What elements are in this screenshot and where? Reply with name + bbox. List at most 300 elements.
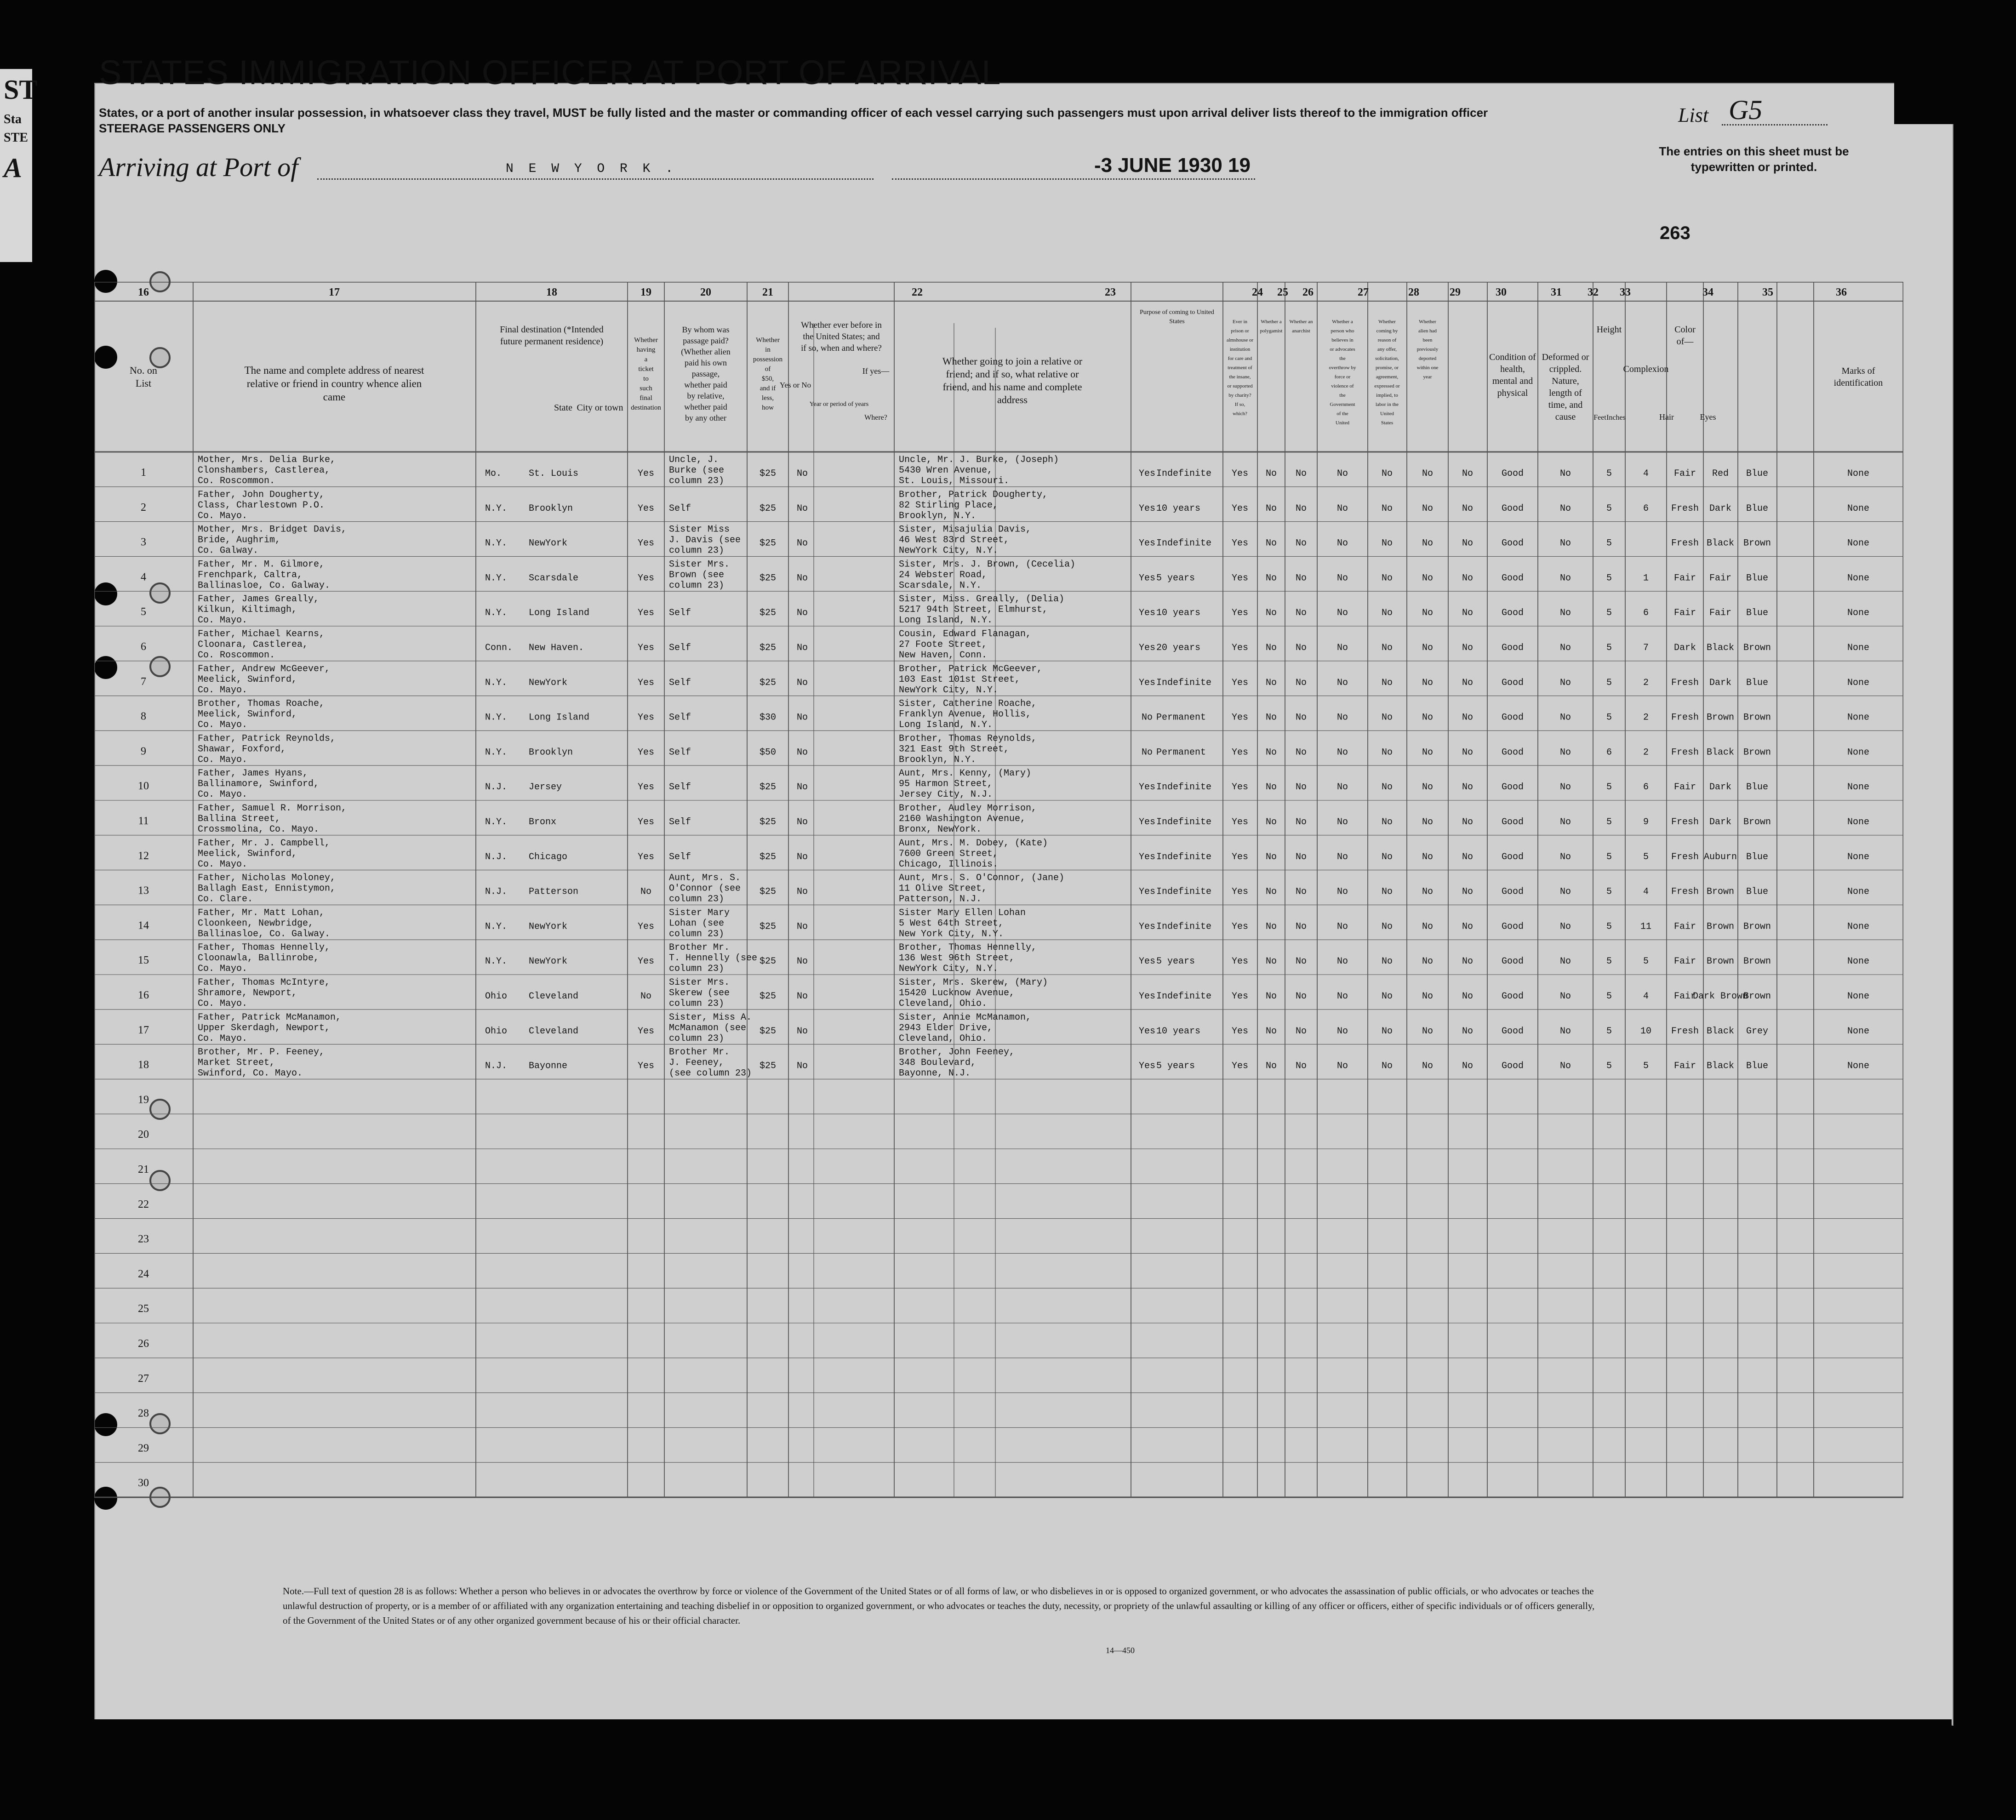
- adjacent-page-text: Sta: [4, 112, 22, 126]
- column-header: treatment of: [1228, 365, 1252, 371]
- intend-citizen: Yes: [1231, 1026, 1249, 1037]
- passage-paid-by: J. Feeney,: [669, 1057, 725, 1068]
- passage-paid-by: J. Davis (see: [669, 535, 741, 546]
- before-in-us: No: [796, 468, 808, 479]
- intend-citizen: Yes: [1231, 817, 1249, 827]
- length-of-stay: Permanent: [1156, 747, 1206, 758]
- col29-value: No: [1422, 712, 1433, 723]
- col27-value: No: [1336, 956, 1348, 967]
- health-value: Good: [1501, 573, 1524, 584]
- row-number: 8: [141, 710, 146, 723]
- column-subheader: If yes—: [862, 366, 890, 376]
- hair-color: Brown: [1706, 921, 1735, 932]
- col27-value: No: [1336, 608, 1348, 619]
- health-value: Good: [1501, 921, 1524, 932]
- eye-color: Blue: [1746, 468, 1769, 479]
- relative-address: Mother, Mrs. Delia Burke,: [198, 455, 336, 465]
- destination-city: NewYork: [529, 921, 568, 932]
- ticket-value: Yes: [637, 503, 655, 514]
- joining-relative: 5 West 64th Street,: [899, 918, 1004, 929]
- money-value: $50: [759, 747, 777, 758]
- column-header: Purpose of coming to United: [1140, 309, 1214, 316]
- eye-color: Grey: [1746, 1026, 1769, 1037]
- column-header: came: [323, 391, 346, 403]
- column-header: such: [640, 385, 652, 392]
- column-header: the: [1339, 356, 1346, 361]
- length-of-stay: 5 years: [1156, 956, 1195, 967]
- height-inches: 2: [1643, 747, 1649, 758]
- column-header: institution: [1229, 347, 1251, 352]
- intend-return: Yes: [1138, 991, 1156, 1002]
- column-header: friend, and his name and complete: [942, 381, 1082, 393]
- column-header: Complexion: [1623, 364, 1669, 374]
- destination-city: Patterson: [529, 886, 579, 897]
- height-feet: 5: [1606, 712, 1612, 723]
- header-instructions: [99, 105, 1593, 136]
- money-value: $25: [759, 991, 777, 1002]
- column-header: United: [1380, 411, 1394, 416]
- passage-paid-by: McManamon (see: [669, 1022, 747, 1033]
- relative-address: Father, James Hyans,: [198, 768, 308, 779]
- health-value: Good: [1501, 677, 1524, 688]
- col26-value: No: [1295, 503, 1307, 514]
- destination-city: Cleveland: [529, 1026, 579, 1037]
- relative-address: Cloonara, Castlerea,: [198, 639, 308, 650]
- deformed-value: No: [1559, 956, 1571, 967]
- col27-value: No: [1336, 1061, 1348, 1072]
- hair-color: Red: [1712, 468, 1729, 479]
- joining-relative: Brother, John Feeney,: [899, 1047, 1015, 1058]
- column-header: time, and: [1548, 400, 1583, 410]
- eye-color: Blue: [1746, 782, 1769, 793]
- joining-relative: 5217 94th Street, Elmhurst,: [899, 605, 1048, 616]
- passage-paid-by: Brother Mr.: [669, 1047, 730, 1058]
- joining-relative: Cleveland, Ohio.: [899, 1033, 988, 1044]
- column-header: By whom was: [682, 325, 730, 334]
- joining-relative: NewYork City, N.Y.: [899, 685, 999, 696]
- joining-relative: Sister, Catherine Roache,: [899, 698, 1037, 709]
- column-header: Whether a: [1332, 319, 1353, 325]
- passage-paid-by: Self: [669, 677, 691, 688]
- col29-value: No: [1422, 747, 1433, 758]
- col25-value: No: [1265, 677, 1277, 688]
- hair-color: Dark: [1709, 503, 1732, 514]
- health-value: Good: [1501, 886, 1524, 897]
- relative-address: Frenchpark, Caltra,: [198, 570, 303, 581]
- column-header: any offer,: [1377, 347, 1397, 352]
- ticket-value: Yes: [637, 1061, 655, 1072]
- money-value: $25: [759, 921, 777, 932]
- deformed-value: No: [1559, 782, 1571, 793]
- health-value: Good: [1501, 538, 1524, 549]
- money-value: $25: [759, 608, 777, 619]
- joining-relative: Bronx, NewYork.: [899, 824, 982, 835]
- column-header: possession: [753, 356, 783, 363]
- passage-paid-by: Brother Mr.: [669, 942, 730, 953]
- identification-marks: None: [1847, 1026, 1870, 1037]
- relative-address: Ballinamore, Swinford,: [198, 779, 320, 790]
- column-header: friend; and if so, what relative or: [946, 368, 1079, 380]
- col30-value: No: [1462, 468, 1473, 479]
- passage-paid-by: Self: [669, 747, 691, 758]
- height-inches: 5: [1643, 851, 1649, 862]
- passage-paid-by: Self: [669, 503, 691, 514]
- column-header: in: [765, 346, 771, 354]
- length-of-stay: Indefinite: [1156, 468, 1212, 479]
- ticket-value: Yes: [637, 921, 655, 932]
- joining-relative: Sister, Mrs. J. Brown, (Cecelia): [899, 559, 1076, 570]
- col26-value: No: [1295, 677, 1307, 688]
- intend-citizen: Yes: [1231, 956, 1249, 967]
- joining-relative: Brother, Thomas Reynolds,: [899, 733, 1037, 744]
- destination-city: NewYork: [529, 538, 568, 549]
- ticket-value: Yes: [637, 851, 655, 862]
- row-number: 15: [138, 954, 149, 967]
- relative-address: Class, Charlestown P.O.: [198, 500, 325, 511]
- relative-address: Co. Mayo.: [198, 754, 248, 765]
- health-value: Good: [1501, 782, 1524, 793]
- height-feet: 5: [1606, 1026, 1612, 1037]
- column-header: Ever in: [1232, 319, 1248, 325]
- relative-address: Meelick, Swinford,: [198, 709, 297, 720]
- before-in-us: No: [796, 643, 808, 653]
- joining-relative: 103 East 101st Street,: [899, 674, 1021, 685]
- col28-value: No: [1381, 1026, 1393, 1037]
- col30-value: No: [1462, 573, 1473, 584]
- column-header: by any other: [685, 413, 726, 422]
- length-of-stay: 10 years: [1156, 608, 1201, 619]
- date-underline: [892, 178, 1255, 180]
- col30-value: No: [1462, 677, 1473, 688]
- health-value: Good: [1501, 643, 1524, 653]
- length-of-stay: 5 years: [1156, 1061, 1195, 1072]
- row-number: 27: [138, 1372, 149, 1385]
- destination-state: Mo.: [485, 468, 502, 479]
- eye-color: Blue: [1746, 677, 1769, 688]
- money-value: $25: [759, 643, 777, 653]
- col26-value: No: [1295, 886, 1307, 897]
- eye-color: Blue: [1746, 573, 1769, 584]
- identification-marks: None: [1847, 712, 1870, 723]
- intend-citizen: Yes: [1231, 677, 1249, 688]
- height-inches: 6: [1643, 503, 1649, 514]
- intend-citizen: Yes: [1231, 503, 1249, 514]
- passage-paid-by: column 23): [669, 476, 725, 486]
- relative-address: Ballagh East, Ennistymon,: [198, 883, 336, 894]
- length-of-stay: Indefinite: [1156, 921, 1212, 932]
- list-underline: [1722, 124, 1828, 126]
- column-header: paid his own: [685, 358, 727, 367]
- deformed-value: No: [1559, 503, 1571, 514]
- height-feet: 5: [1606, 538, 1612, 549]
- height-inches: 6: [1643, 608, 1649, 619]
- relative-address: Father, Andrew McGeever,: [198, 663, 331, 674]
- column-subheader: Year or period of years: [809, 401, 869, 408]
- relative-address: Father, Nicholas Moloney,: [198, 873, 336, 884]
- money-value: $25: [759, 468, 777, 479]
- column-number: 30: [1496, 286, 1507, 298]
- relative-address: Co. Galway.: [198, 545, 259, 556]
- column-header: United: [1336, 420, 1349, 426]
- relative-address: Co. Roscommon.: [198, 650, 275, 661]
- col29-value: No: [1422, 956, 1433, 967]
- col25-value: No: [1265, 747, 1277, 758]
- height-inches: 6: [1643, 782, 1649, 793]
- row-number: 4: [141, 571, 146, 583]
- joining-relative: Jersey City, N.J.: [899, 789, 993, 800]
- deformed-value: No: [1559, 1026, 1571, 1037]
- joining-relative: Scarsdale, N.Y.: [899, 580, 982, 591]
- col29-value: No: [1422, 608, 1433, 619]
- column-header: promise, or: [1375, 365, 1399, 371]
- destination-city: Cleveland: [529, 991, 579, 1002]
- identification-marks: None: [1847, 991, 1870, 1002]
- deformed-value: No: [1559, 468, 1571, 479]
- page-title: STATES IMMIGRATION OFFICER AT PORT OF ARRIVAL: [99, 53, 1001, 91]
- col27-value: No: [1336, 886, 1348, 897]
- destination-state: N.Y.: [485, 956, 508, 967]
- joining-relative: 95 Harmon Street,: [899, 779, 993, 790]
- col28-value: No: [1381, 468, 1393, 479]
- column-header: within one: [1416, 365, 1439, 371]
- relative-address: Clonshambers, Castlerea,: [198, 465, 331, 476]
- col25-value: No: [1265, 712, 1277, 723]
- col28-value: No: [1381, 991, 1393, 1002]
- hair-color: Dark: [1709, 817, 1732, 827]
- relative-address: Co. Mayo.: [198, 998, 248, 1009]
- col30-value: No: [1462, 886, 1473, 897]
- col27-value: No: [1336, 538, 1348, 549]
- relative-address: Market Street,: [198, 1057, 275, 1068]
- eye-color: Blue: [1746, 1061, 1769, 1072]
- column-header: (Whether alien: [681, 347, 731, 356]
- column-number: 33: [1620, 286, 1631, 298]
- intend-citizen: Yes: [1231, 468, 1249, 479]
- length-of-stay: 5 years: [1156, 573, 1195, 584]
- column-number: 19: [640, 286, 651, 298]
- destination-state: N.Y.: [485, 503, 508, 514]
- destination-state: N.J.: [485, 782, 508, 793]
- col25-value: No: [1265, 538, 1277, 549]
- eye-color: Brown: [1743, 538, 1771, 549]
- column-header: if so, when and where?: [801, 343, 882, 353]
- destination-state: N.J.: [485, 886, 508, 897]
- row-number: 22: [138, 1198, 149, 1210]
- complexion-value: Fresh: [1671, 503, 1699, 514]
- col26-value: No: [1295, 991, 1307, 1002]
- col26-value: No: [1295, 573, 1307, 584]
- col29-value: No: [1422, 817, 1433, 827]
- passage-paid-by: column 23): [669, 545, 725, 556]
- list-value: G5: [1729, 95, 1763, 125]
- ticket-value: Yes: [637, 573, 655, 584]
- column-header: length of: [1549, 388, 1582, 398]
- col26-value: No: [1295, 747, 1307, 758]
- column-header: how: [762, 404, 774, 411]
- intend-citizen: Yes: [1231, 991, 1249, 1002]
- identification-marks: None: [1847, 921, 1870, 932]
- ticket-value: Yes: [637, 747, 655, 758]
- length-of-stay: Indefinite: [1156, 886, 1212, 897]
- joining-relative: 46 West 83rd Street,: [899, 535, 1010, 546]
- health-value: Good: [1501, 503, 1524, 514]
- health-value: Good: [1501, 851, 1524, 862]
- column-header: year: [1423, 374, 1432, 380]
- length-of-stay: Permanent: [1156, 712, 1206, 723]
- column-header: believes in: [1331, 337, 1354, 343]
- intend-return: Yes: [1138, 817, 1156, 827]
- relative-address: Co. Mayo.: [198, 719, 248, 730]
- height-feet: 5: [1606, 503, 1612, 514]
- identification-marks: None: [1847, 817, 1870, 827]
- row-number: 18: [138, 1059, 149, 1071]
- height-inches: 2: [1643, 712, 1649, 723]
- column-number: 20: [700, 286, 711, 298]
- joining-relative: Brother, Audley Morrison,: [899, 803, 1037, 814]
- joining-relative: St. Louis, Missouri.: [899, 476, 1010, 486]
- destination-state: N.Y.: [485, 817, 508, 827]
- eye-color: Blue: [1746, 851, 1769, 862]
- length-of-stay: Indefinite: [1156, 991, 1212, 1002]
- relative-address: Co. Mayo.: [198, 789, 248, 800]
- money-value: $25: [759, 538, 777, 549]
- relative-address: Shramore, Newport,: [198, 988, 297, 998]
- joining-relative: 136 West 96th Street,: [899, 953, 1015, 964]
- relative-address: Mother, Mrs. Bridget Davis,: [198, 524, 347, 535]
- before-in-us: No: [796, 1061, 808, 1072]
- column-header: or supported: [1227, 383, 1253, 389]
- col26-value: No: [1295, 608, 1307, 619]
- before-in-us: No: [796, 851, 808, 862]
- destination-state: Ohio: [485, 991, 508, 1002]
- column-number: 35: [1762, 286, 1773, 298]
- row-number: 24: [138, 1268, 149, 1280]
- column-header: relative or friend in country whence alien: [246, 378, 422, 389]
- col26-value: No: [1295, 1026, 1307, 1037]
- col30-value: No: [1462, 712, 1473, 723]
- relative-address: Co. Roscommon.: [198, 476, 275, 486]
- destination-state: N.Y.: [485, 747, 508, 758]
- complexion-value: Fresh: [1671, 538, 1699, 549]
- eye-color: Brown: [1743, 921, 1771, 932]
- col30-value: No: [1462, 851, 1473, 862]
- passenger-class-text: STEERAGE PASSENGERS ONLY: [99, 121, 286, 135]
- relative-address: Ballina Street,: [198, 814, 281, 824]
- col25-value: No: [1265, 817, 1277, 827]
- relative-address: Meelick, Swinford,: [198, 674, 297, 685]
- destination-state: Ohio: [485, 1026, 508, 1037]
- length-of-stay: Indefinite: [1156, 851, 1212, 862]
- joining-relative: Sister, Annie McManamon,: [899, 1012, 1032, 1023]
- intend-return: Yes: [1138, 643, 1156, 653]
- eye-color: Brown: [1743, 956, 1771, 967]
- hair-color: Brown: [1706, 956, 1735, 967]
- complexion-value: Fresh: [1671, 712, 1699, 723]
- column-header: almshouse or: [1226, 337, 1254, 343]
- col28-value: No: [1381, 782, 1393, 793]
- col30-value: No: [1462, 608, 1473, 619]
- relative-address: Father, Michael Kearns,: [198, 629, 325, 639]
- col27-value: No: [1336, 1026, 1348, 1037]
- column-header: having: [636, 346, 656, 354]
- col26-value: No: [1295, 468, 1307, 479]
- health-value: Good: [1501, 747, 1524, 758]
- intend-citizen: Yes: [1231, 538, 1249, 549]
- joining-relative: 15420 Lucknow Avenue,: [899, 988, 1015, 998]
- col28-value: No: [1381, 608, 1393, 619]
- passage-paid-by: Sister Mrs.: [669, 977, 730, 988]
- intend-return: Yes: [1138, 677, 1156, 688]
- destination-state: N.J.: [485, 1061, 508, 1072]
- deformed-value: No: [1559, 851, 1571, 862]
- passage-paid-by: column 23): [669, 929, 725, 940]
- col27-value: No: [1336, 643, 1348, 653]
- intend-citizen: Yes: [1231, 747, 1249, 758]
- complexion-value: Fair: [1673, 608, 1696, 619]
- hair-color: Black: [1706, 643, 1735, 653]
- hair-color: Brown: [1706, 886, 1735, 897]
- intend-citizen: Yes: [1231, 643, 1249, 653]
- col30-value: No: [1462, 643, 1473, 653]
- height-inches: 5: [1643, 1061, 1649, 1072]
- eye-color: Brown: [1743, 643, 1771, 653]
- destination-city: Jersey: [529, 782, 562, 793]
- complexion-value: Fresh: [1671, 886, 1699, 897]
- ticket-value: Yes: [637, 782, 655, 793]
- col26-value: No: [1295, 712, 1307, 723]
- money-value: $30: [759, 712, 777, 723]
- col26-value: No: [1295, 817, 1307, 827]
- col26-value: No: [1295, 538, 1307, 549]
- destination-state: N.Y.: [485, 608, 508, 619]
- relative-address: Co. Mayo.: [198, 615, 248, 626]
- col27-value: No: [1336, 851, 1348, 862]
- adjacent-page-strip: [0, 69, 38, 262]
- joining-relative: Sister Mary Ellen Lohan: [899, 907, 1026, 919]
- column-number: 29: [1450, 286, 1461, 298]
- eye-color: Blue: [1746, 608, 1769, 619]
- col27-value: No: [1336, 991, 1348, 1002]
- height-feet: 5: [1606, 921, 1612, 932]
- col28-value: No: [1381, 851, 1393, 862]
- destination-city: NewYork: [529, 677, 568, 688]
- destination-state: N.J.: [485, 851, 508, 862]
- joining-relative: Aunt, Mrs. M. Dobey, (Kate): [899, 838, 1048, 849]
- passage-paid-by: Self: [669, 782, 691, 793]
- money-value: $25: [759, 817, 777, 827]
- joining-relative: Sister, Miss. Greally, (Delia): [899, 594, 1065, 605]
- ticket-value: Yes: [637, 643, 655, 653]
- destination-city: New Haven.: [529, 643, 584, 653]
- col29-value: No: [1422, 1061, 1433, 1072]
- intend-citizen: Yes: [1231, 573, 1249, 584]
- joining-relative: Bayonne, N.J.: [899, 1068, 971, 1079]
- height-feet: 5: [1606, 851, 1612, 862]
- before-in-us: No: [796, 608, 808, 619]
- relative-address: Father, Patrick Reynolds,: [198, 733, 336, 744]
- deformed-value: No: [1559, 817, 1571, 827]
- column-header: implied, to: [1376, 393, 1398, 398]
- intend-return: No: [1141, 747, 1153, 758]
- column-header: identification: [1833, 378, 1883, 388]
- height-inches: 9: [1643, 817, 1649, 827]
- height-inches: 4: [1643, 468, 1649, 479]
- column-header: overthrow by: [1329, 365, 1356, 371]
- joining-relative: 348 Boulevard,: [899, 1057, 977, 1068]
- intend-citizen: Yes: [1231, 1061, 1249, 1072]
- passage-paid-by: Sister Miss: [669, 524, 730, 535]
- list-label: List: [1678, 104, 1709, 126]
